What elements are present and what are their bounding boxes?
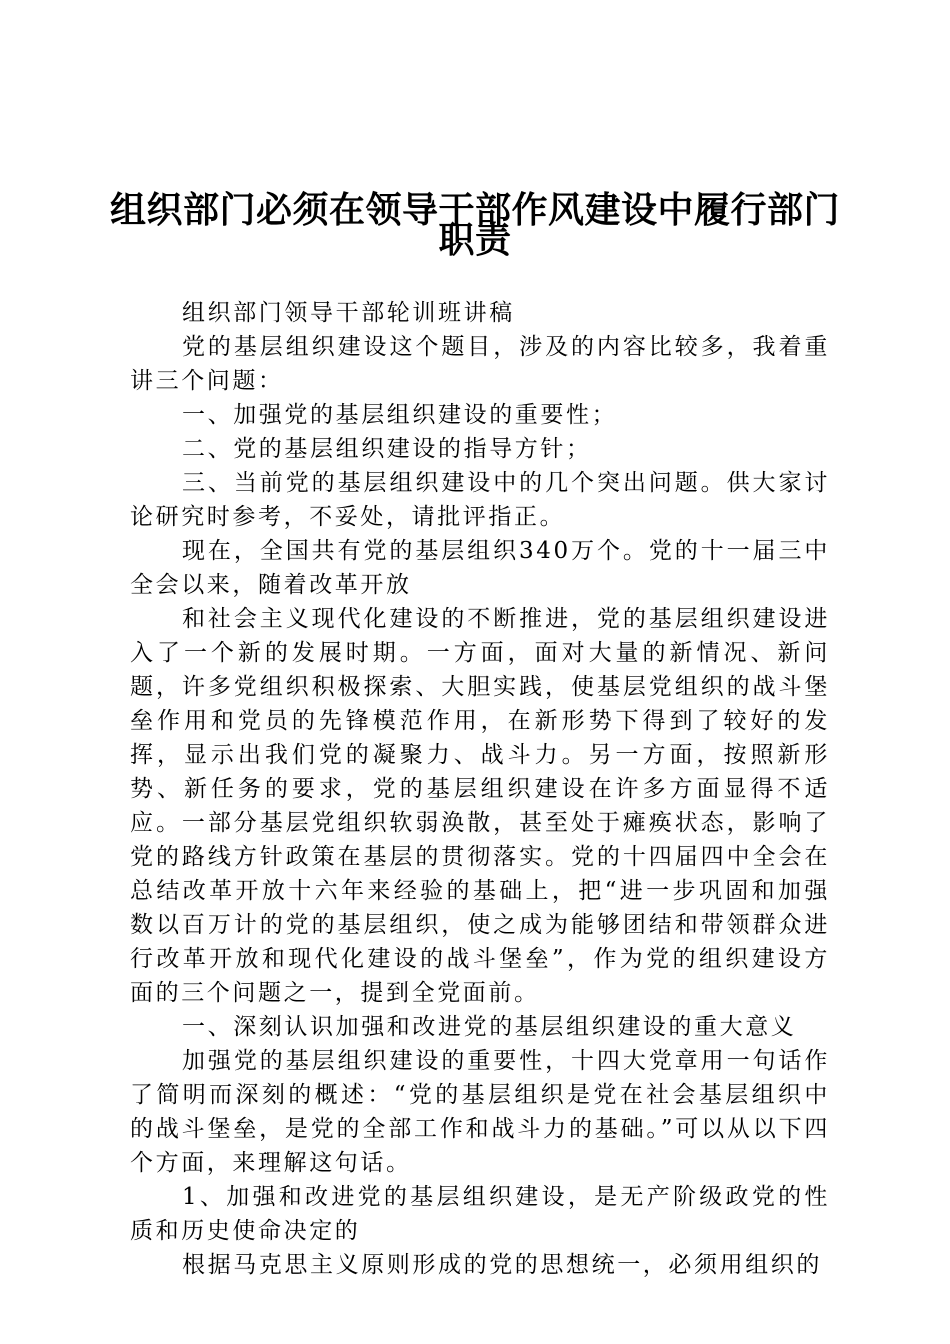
body-paragraph: 现在，全国共有党的基层组织340万个。党的十一届三中全会以来，随着改革开放 xyxy=(130,538,830,598)
document-title-line-2: 职责 xyxy=(438,220,512,261)
body-paragraph: 加强党的基层组织建设的重要性，十四大党章用一句话作了简明而深刻的概述：“党的基层组织是党在社会基层组织中的战斗堡垒，是党的全部工作和战斗力的基础。”可以从以下四个方面，来理解这句话。 xyxy=(130,1048,830,1176)
outline-item-2: 二、党的基层组织建设的指导方针； xyxy=(182,436,592,462)
subtitle-paragraph: 组织部门领导干部轮训班讲稿 xyxy=(182,300,515,326)
outline-item-3: 三、当前党的基层组织建设中的几个突出问题。供大家讨论研究时参考，不妥处，请批评指正。 xyxy=(130,470,830,530)
intro-paragraph: 党的基层组织建设这个题目，涉及的内容比较多，我着重讲三个问题： xyxy=(130,334,830,394)
section-heading: 一、深刻认识加强和改进党的基层组织建设的重大意义 xyxy=(182,1014,797,1040)
document-title-line-1: 组织部门必须在领导干部作风建设中履行部门 xyxy=(109,190,840,231)
document-body xyxy=(130,296,830,1282)
body-paragraph: 根据马克思主义原则形成的党的思想统一，必须用组织的 xyxy=(182,1252,822,1278)
outline-item-1: 一、加强党的基层组织建设的重要性； xyxy=(182,402,618,428)
body-paragraph: 和社会主义现代化建设的不断推进，党的基层组织建设进入了一个新的发展时期。一方面，面对大量的新情况、新问题，许多党组织积极探索、大胆实践，使基层党组织的战斗堡垒作用和党员的先锋模范作用，在新形势下得到了较好的发挥，显示出我们党的凝聚力、战斗力。另一方面，按照新形势、新任务的要求，党的基层组织建设在许多方面显得不适应。一部分基层党组织软弱涣散，甚至处于瘫痪状态，影响了党的路线方针政策在基层的贯彻落实。党的十四届四中全会在总结改革开放十六年来经验的基础上，把“进一步巩固和加强数以百万计的党的基层组织，使之成为能够团结和带领群众进行改革开放和现代化建设的战斗堡垒”，作为党的组织建设方面的三个问题之一，提到全党面前。 xyxy=(130,606,830,1006)
subsection-heading: 1、加强和改进党的基层组织建设，是无产阶级政党的性质和历史使命决定的 xyxy=(130,1184,830,1244)
